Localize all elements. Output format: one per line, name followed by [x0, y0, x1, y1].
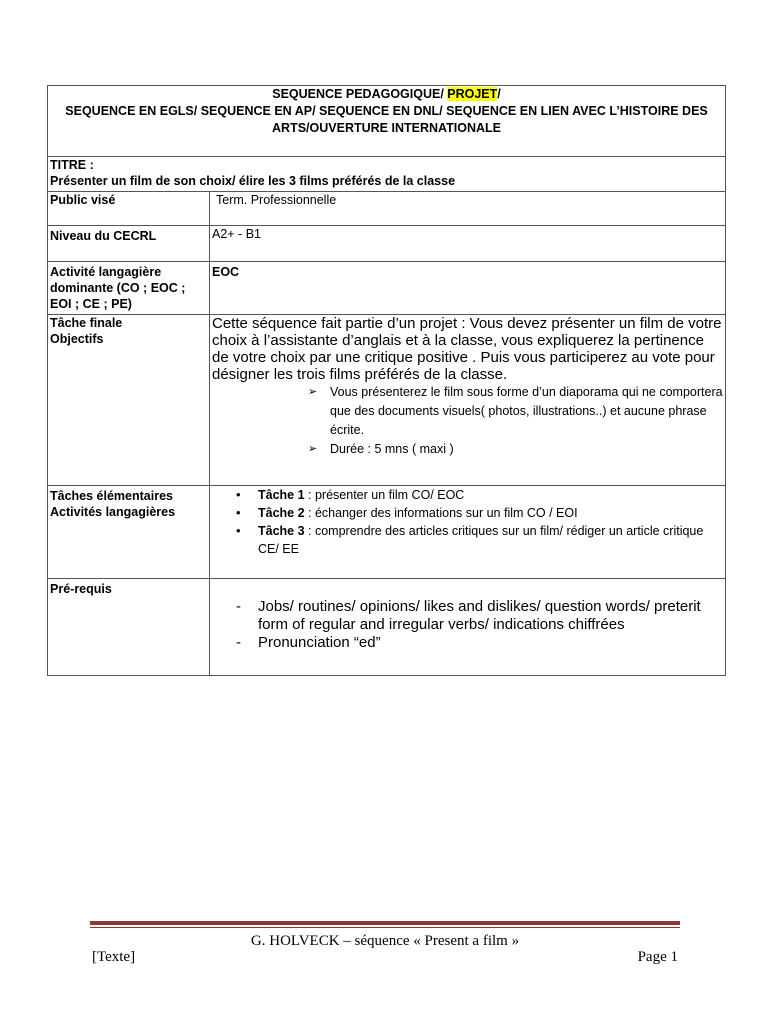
- taches-list: [212, 486, 723, 558]
- elementaires-label-cell: [48, 486, 210, 579]
- prerequis-item: - Pronunciation “ed”: [258, 634, 723, 652]
- taches-elementaires-label: Tâches élémentaires: [50, 489, 173, 503]
- header-row: [48, 86, 726, 157]
- activite-value: EOC: [210, 262, 726, 315]
- objectifs-label: Objectifs: [50, 332, 104, 346]
- tache-row: [48, 315, 726, 486]
- titre-row: [48, 157, 726, 192]
- prerequis-row: [48, 579, 726, 676]
- tache-bullet: ➢ Vous présenterez le film sous forme d’un diaporama qui ne comportera que des documents visuels( photos, illustrations..) et aucune phrase écrite.: [308, 383, 723, 440]
- prerequis-item: - Jobs/ routines/ opinions/ likes and dislikes/ question words/ preterit form of regular and irregular verbs/ indications chiffrées: [258, 598, 723, 634]
- public-row: [48, 192, 726, 226]
- tache-item-text: : présenter un film CO/ EOC: [304, 488, 465, 502]
- niveau-row: [48, 226, 726, 262]
- titre-text: Présenter un film de son choix/ élire les 3 films préférés de la classe: [50, 174, 456, 188]
- header-line1-suffix: /: [497, 87, 501, 101]
- sequence-table: [47, 85, 726, 676]
- niveau-value: A2+ - B1: [210, 226, 726, 262]
- prerequis-content-cell: [210, 579, 726, 676]
- footer-left-text: [Texte]: [92, 949, 136, 965]
- header-line1: [50, 86, 723, 103]
- titre-label: TITRE :: [50, 158, 94, 172]
- tache-finale-label: Tâche finale: [50, 316, 123, 330]
- tache-item-bold: Tâche 2: [258, 506, 305, 520]
- tache-label-cell: [48, 315, 210, 486]
- header-line1-prefix: SEQUENCE PEDAGOGIQUE/: [272, 87, 448, 101]
- tache-item: [258, 504, 723, 522]
- tache-text: Cette séquence fait partie d’un projet : Vous devez présenter un film de votre choix à l’assistante d’anglais et à la classe, vous expliquerez la pertinence de votre choix par une critique positive . Puis vous participerez au vote pour désigner les trois films préférés de la classe.: [212, 315, 722, 383]
- footer-title: G. HOLVECK – séquence « Present a film »: [250, 933, 520, 949]
- elementaires-content-cell: [210, 486, 726, 579]
- projet-highlight: PROJET: [447, 87, 498, 101]
- footer-rule-thin: [90, 927, 680, 928]
- tache-bullet: ➢ Durée : 5 mns ( maxi ): [308, 440, 723, 459]
- titre-cell: [48, 157, 726, 192]
- tache-content-cell: [210, 315, 726, 486]
- tache-item-text: : comprendre des articles critiques sur un film/ rédiger un article critique CE/ EE: [258, 524, 704, 556]
- tache-item: [258, 486, 723, 504]
- tache-item-bold: Tâche 3: [258, 524, 305, 538]
- prerequis-list: [212, 598, 723, 652]
- tache-item-text: : échanger des informations sur un film CO / EOI: [304, 506, 578, 520]
- tache-item: [258, 522, 723, 558]
- activite-row: [48, 262, 726, 315]
- public-label: Public visé: [48, 192, 210, 226]
- prerequis-label: Pré-requis: [48, 579, 210, 676]
- activites-langagieres-label: Activités langagières: [50, 505, 176, 519]
- public-value: Term. Professionnelle: [210, 192, 726, 226]
- page-number: Page 1: [637, 949, 678, 965]
- elementaires-row: [48, 486, 726, 579]
- activite-label: Activité langagière dominante (CO ; EOC ; EOI ; CE ; PE): [48, 262, 210, 315]
- header-line2: SEQUENCE EN EGLS/ SEQUENCE EN AP/ SEQUENCE EN DNL/ SEQUENCE EN LIEN AVEC L’HISTOIRE DES ARTS/OUVERTURE INTERNATIONALE: [65, 104, 708, 135]
- tache-bullets: [212, 383, 723, 459]
- tache-item-bold: Tâche 1: [258, 488, 305, 502]
- footer-rule: [90, 921, 680, 925]
- header-cell: [48, 86, 726, 157]
- niveau-label: Niveau du CECRL: [48, 226, 210, 262]
